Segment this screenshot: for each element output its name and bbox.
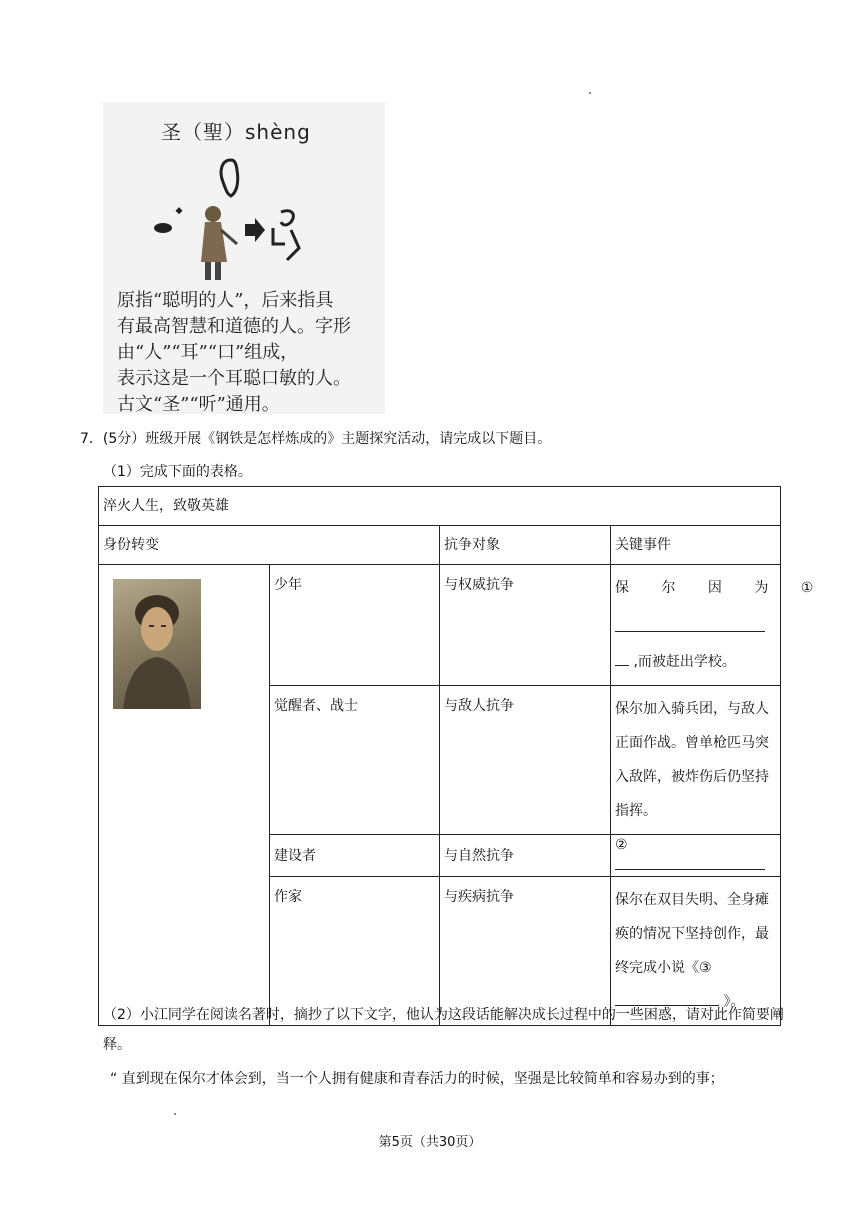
person-icon xyxy=(201,206,237,280)
answer-blank-1[interactable] xyxy=(615,605,765,632)
portrait-image xyxy=(113,579,201,709)
ear-icon xyxy=(221,160,238,196)
struggle-row-2: 与敌人抗争 xyxy=(440,686,611,835)
hero-table xyxy=(98,486,828,1026)
question-7-stem: 7．(5分）班级开展《钢铁是怎样炼成的》主题探究活动，请完成以下题目。 xyxy=(80,431,552,447)
figure-caption: 原指“聪明的人”，后来指具 有最高智慧和道德的人。字形 由“人”“耳”“口”组成， 表示这是一个耳聪口敏的人。 古文“圣”“听”通用。 xyxy=(117,290,351,415)
event-row-2: 保尔加入骑兵团，与敌人正面作战。曾单枪匹马突入敌阵，被炸伤后仍坚持指挥。 xyxy=(611,686,781,835)
identity-row-1: 少年 xyxy=(270,565,440,686)
speck xyxy=(589,92,591,94)
speck xyxy=(174,1113,176,1115)
mouth-icon xyxy=(154,223,172,233)
col-struggle: 抗争对象 xyxy=(440,526,611,565)
arrow-icon xyxy=(245,218,265,242)
col-identity: 身份转变 xyxy=(99,526,440,565)
figure-title: 圣（聖）shèng xyxy=(161,120,311,144)
oracle-script-illustration xyxy=(151,152,311,287)
event-row-3: ② xyxy=(611,835,781,877)
question-7-part-1: （1）完成下面的表格。 xyxy=(103,464,252,480)
portrait-cell xyxy=(99,565,270,1026)
identity-row-3: 建设者 xyxy=(270,835,440,877)
struggle-row-3: 与自然抗争 xyxy=(440,835,611,877)
character-figure xyxy=(103,102,385,414)
event-row-4: 保尔在双目失明、全身瘫痪的情况下坚持创作，最终完成小说《③ 》。 xyxy=(611,877,781,1026)
event-row-1: 保 尔 因 为 ① ,而被赶出学校。 xyxy=(611,565,781,686)
question-7-part-2: （2）小江同学在阅读名著时，摘抄了以下文字，他认为这段话能解决成长过程中的一些困惑，请对此作简要阐释。 xyxy=(103,1007,784,1053)
answer-blank-2[interactable] xyxy=(615,855,765,870)
col-event: 关键事件 xyxy=(611,526,781,565)
table-header: 淬火人生，致敬英雄 xyxy=(99,487,781,526)
struggle-row-1: 与权威抗争 xyxy=(440,565,611,686)
identity-row-4: 作家 xyxy=(270,877,440,1026)
struggle-row-4: 与疾病抗争 xyxy=(440,877,611,1026)
identity-row-2: 觉醒者、战士 xyxy=(270,686,440,835)
quote-text: “ 直到现在保尔才体会到，当一个人拥有健康和青春活力的时候，坚强是比较简单和容易办到的事； xyxy=(110,1071,724,1087)
page-footer: 第5页（共30页） xyxy=(378,1135,482,1150)
ancient-glyph-icon xyxy=(273,211,299,260)
